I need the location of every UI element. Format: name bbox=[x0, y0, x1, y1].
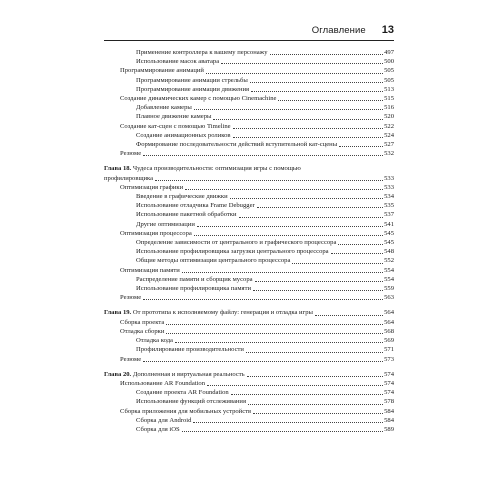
chapter-prefix: Глава 18. bbox=[104, 165, 132, 173]
toc-entry-page: 497 bbox=[384, 49, 394, 56]
toc-entry[interactable] bbox=[104, 57, 394, 66]
toc-entry-label: Использование AR Foundation bbox=[120, 379, 206, 387]
page-number: 13 bbox=[381, 24, 394, 36]
dot-leader bbox=[197, 226, 383, 227]
dot-leader bbox=[246, 352, 383, 353]
toc-entry-page: 554 bbox=[384, 275, 394, 283]
table-of-contents bbox=[104, 48, 394, 440]
toc-entry[interactable] bbox=[104, 94, 394, 103]
dot-leader bbox=[331, 253, 384, 254]
toc-entry-page: 524 bbox=[384, 131, 394, 139]
toc-entry-label: Оптимизация графики bbox=[120, 183, 184, 191]
toc-entry-label: Использование профилировщика загрузки центрального процессора bbox=[136, 248, 329, 256]
toc-entry-label: Сборка проекта bbox=[120, 318, 165, 326]
toc-entry[interactable] bbox=[104, 397, 394, 406]
toc-entry[interactable] bbox=[104, 379, 394, 388]
chapter-entries bbox=[104, 318, 394, 364]
toc-entry-page: 535 bbox=[384, 202, 394, 210]
toc-entry-page: 527 bbox=[384, 141, 394, 149]
toc-entry-label: Создание проекта AR Foundation bbox=[136, 389, 229, 397]
toc-entry[interactable] bbox=[104, 247, 394, 256]
toc-entry-label: Оптимизация процессора bbox=[120, 229, 192, 237]
toc-entry-page: 564 bbox=[384, 318, 394, 326]
dot-leader bbox=[206, 73, 383, 74]
toc-entry[interactable] bbox=[104, 416, 394, 425]
toc-entry-page: 548 bbox=[384, 248, 394, 256]
toc-entry[interactable] bbox=[104, 85, 394, 94]
toc-entry[interactable] bbox=[104, 48, 394, 57]
dot-leader bbox=[194, 109, 383, 110]
chapter-page-number: 564 bbox=[384, 309, 394, 317]
toc-entry[interactable] bbox=[104, 229, 394, 238]
toc-entry-label: Оптимизация памяти bbox=[120, 266, 180, 274]
toc-entry-label: Сборка приложения для мобильных устройств bbox=[120, 407, 252, 415]
toc-section-chapter20 bbox=[104, 370, 394, 434]
dot-leader bbox=[166, 324, 383, 325]
toc-entry[interactable] bbox=[104, 345, 394, 354]
toc-entry[interactable] bbox=[104, 388, 394, 397]
chapter-title: От прототипа к исполняемому файлу: генерация и отладка игры bbox=[132, 309, 313, 317]
dot-leader bbox=[143, 361, 383, 362]
toc-entry-page: 573 bbox=[384, 355, 394, 363]
toc-entry[interactable] bbox=[104, 293, 394, 302]
dot-leader bbox=[221, 63, 383, 64]
toc-entry-label: Формирование последовательности действий вступительной кат-сцены bbox=[136, 141, 338, 149]
chapter-title: Дополненная и виртуальная реальность bbox=[132, 370, 245, 378]
toc-section-chapter17-continued bbox=[104, 48, 394, 158]
toc-entry-page: 533 bbox=[384, 183, 394, 191]
toc-entry-label: Общие методы оптимизации центрального процессора bbox=[136, 257, 291, 265]
toc-entry-label: Резюме bbox=[120, 150, 142, 158]
toc-entry[interactable] bbox=[104, 275, 394, 284]
dot-leader bbox=[339, 146, 383, 147]
dot-leader bbox=[230, 198, 383, 199]
toc-entry-label: Применение контроллера к вашему персонажу bbox=[136, 49, 268, 56]
toc-section-chapter19 bbox=[104, 308, 394, 363]
toc-entry[interactable] bbox=[104, 256, 394, 265]
dot-leader bbox=[253, 290, 383, 291]
dot-leader bbox=[278, 100, 383, 101]
toc-entry-label: Добавление камеры bbox=[136, 104, 192, 112]
toc-entry[interactable] bbox=[104, 355, 394, 364]
dot-leader bbox=[338, 244, 383, 245]
dot-leader bbox=[143, 299, 383, 300]
toc-entry-page: 578 bbox=[384, 398, 394, 406]
toc-entry[interactable] bbox=[104, 76, 394, 85]
toc-entry[interactable] bbox=[104, 266, 394, 275]
dot-leader bbox=[194, 235, 383, 236]
toc-entry-page: 584 bbox=[384, 416, 394, 424]
toc-entry-page: 568 bbox=[384, 327, 394, 335]
dot-leader bbox=[239, 217, 384, 218]
toc-entry[interactable] bbox=[104, 183, 394, 192]
toc-entry[interactable] bbox=[104, 318, 394, 327]
dot-leader bbox=[251, 91, 383, 92]
dot-leader bbox=[207, 385, 383, 386]
dot-leader bbox=[193, 422, 383, 423]
chapter-heading-line bbox=[104, 164, 394, 173]
dot-leader bbox=[143, 155, 383, 156]
toc-entry-page: 545 bbox=[384, 239, 394, 247]
dot-leader bbox=[231, 394, 383, 395]
toc-entry[interactable] bbox=[104, 149, 394, 158]
toc-entry-label: Программирование анимации движения bbox=[136, 85, 250, 93]
toc-entry-label: Другие оптимизации bbox=[136, 220, 195, 228]
chapter-entries bbox=[104, 183, 394, 303]
toc-entry-page: 563 bbox=[384, 294, 394, 302]
chapter-page-number: 574 bbox=[384, 370, 394, 378]
chapter-heading-row bbox=[104, 370, 394, 379]
toc-entry-page: 571 bbox=[384, 346, 394, 354]
running-header-title: Оглавление bbox=[311, 24, 366, 36]
dot-leader bbox=[233, 128, 384, 129]
dot-leader bbox=[185, 189, 383, 190]
toc-entry[interactable] bbox=[104, 112, 394, 121]
toc-entry[interactable] bbox=[104, 131, 394, 140]
toc-entry-page: 552 bbox=[384, 257, 394, 265]
toc-entry-label: Создание динамических камер с помощью Cinemachine bbox=[120, 95, 277, 103]
dot-leader bbox=[247, 376, 383, 377]
dot-leader bbox=[255, 281, 384, 282]
toc-entry-page: 574 bbox=[384, 379, 394, 387]
chapter-title-continued: профилировщика bbox=[104, 174, 154, 182]
toc-entry-page: 522 bbox=[384, 122, 394, 130]
toc-entry-page: 554 bbox=[384, 266, 394, 274]
toc-entry[interactable] bbox=[104, 210, 394, 219]
toc-entry-page: 500 bbox=[384, 58, 394, 66]
toc-entry-label: Отладка кода bbox=[136, 337, 173, 345]
chapter-prefix: Глава 20. bbox=[104, 370, 132, 378]
toc-entry-page: 516 bbox=[384, 104, 394, 112]
toc-entry-label: Сборка для Android bbox=[136, 416, 192, 424]
dot-leader bbox=[166, 333, 383, 334]
toc-entry-page: 584 bbox=[384, 407, 394, 415]
chapter-prefix: Глава 19. bbox=[104, 309, 132, 317]
chapter-heading bbox=[104, 308, 313, 317]
toc-entry[interactable] bbox=[104, 201, 394, 210]
toc-entry-page: 559 bbox=[384, 285, 394, 293]
toc-entry[interactable] bbox=[104, 425, 394, 434]
dot-leader bbox=[175, 342, 383, 343]
chapter-page-number: 533 bbox=[384, 174, 394, 182]
toc-entry-label: Использование функций отслеживания bbox=[136, 398, 246, 406]
dot-leader bbox=[257, 207, 383, 208]
toc-entry[interactable] bbox=[104, 238, 394, 247]
toc-entry[interactable] bbox=[104, 327, 394, 336]
toc-entry-label: Резюме bbox=[120, 355, 142, 363]
chapter-entries bbox=[104, 379, 394, 434]
toc-entry-page: 541 bbox=[384, 220, 394, 228]
toc-entry[interactable] bbox=[104, 122, 394, 131]
dot-leader bbox=[182, 272, 383, 273]
header-rule bbox=[104, 40, 394, 41]
chapter-heading bbox=[104, 370, 245, 379]
toc-entry[interactable] bbox=[104, 220, 394, 229]
toc-entry-label: Программирование анимаций bbox=[120, 67, 204, 75]
chapter-heading-row bbox=[104, 174, 394, 183]
toc-entry-page: 505 bbox=[384, 76, 394, 84]
toc-entry[interactable] bbox=[104, 66, 394, 75]
toc-entry-label: Использование отладчика Frame Debugger bbox=[136, 202, 255, 210]
toc-entry-page: 513 bbox=[384, 85, 394, 93]
toc-entry-page: 545 bbox=[384, 229, 394, 237]
toc-entry[interactable] bbox=[104, 140, 394, 149]
dot-leader bbox=[292, 263, 383, 264]
toc-entry-page: 532 bbox=[384, 150, 394, 158]
toc-entry-label: Использование профилировщика памяти bbox=[136, 285, 251, 293]
dot-leader bbox=[248, 404, 383, 405]
dot-leader bbox=[250, 82, 383, 83]
dot-leader bbox=[315, 315, 383, 316]
toc-entry-label: Плавное движение камеры bbox=[136, 113, 212, 121]
chapter-title: Чудеса производительности: оптимизация игры с помощью bbox=[132, 165, 301, 173]
toc-entry-label: Создание анимационных роликов bbox=[136, 131, 231, 139]
toc-entry-label: Создание кат-сцен с помощью Timeline bbox=[120, 122, 231, 130]
running-header bbox=[104, 21, 394, 39]
toc-entry[interactable] bbox=[104, 103, 394, 112]
toc-entry-label: Распределение памяти и сборщик мусора bbox=[136, 275, 253, 283]
toc-entry[interactable] bbox=[104, 407, 394, 416]
toc-entry-page: 520 bbox=[384, 113, 394, 121]
toc-entry-label: Отладка сборки bbox=[120, 327, 165, 335]
dot-leader bbox=[213, 119, 383, 120]
chapter-heading-row bbox=[104, 308, 394, 317]
dot-leader bbox=[233, 137, 384, 138]
toc-entry-page: 515 bbox=[384, 95, 394, 103]
dot-leader bbox=[182, 431, 383, 432]
toc-section-chapter18 bbox=[104, 164, 394, 302]
toc-entry-label: Профилирование производительности bbox=[136, 346, 244, 354]
toc-entry-page: 589 bbox=[384, 425, 394, 433]
toc-entry-label: Определение зависимости от центрального и графического процессора bbox=[136, 239, 337, 247]
toc-entry-page: 505 bbox=[384, 67, 394, 75]
toc-entry[interactable] bbox=[104, 192, 394, 201]
toc-entry-label: Использование масок аватара bbox=[136, 58, 220, 66]
toc-entry-page: 569 bbox=[384, 337, 394, 345]
toc-entry-label: Использование пакетной обработки bbox=[136, 211, 237, 219]
dot-leader bbox=[270, 54, 384, 55]
toc-entry-label: Сборка для iOS bbox=[136, 425, 180, 433]
dot-leader bbox=[253, 413, 383, 414]
toc-entry-label: Программирование анимации стрельбы bbox=[136, 76, 248, 84]
toc-entry-page: 537 bbox=[384, 211, 394, 219]
dot-leader bbox=[155, 180, 383, 181]
toc-entry[interactable] bbox=[104, 284, 394, 293]
toc-entry[interactable] bbox=[104, 336, 394, 345]
toc-entry-page: 534 bbox=[384, 193, 394, 201]
toc-entry-page: 574 bbox=[384, 389, 394, 397]
toc-entry-label: Резюме bbox=[120, 294, 142, 302]
toc-entry-label: Введение в графические движки bbox=[136, 193, 228, 201]
